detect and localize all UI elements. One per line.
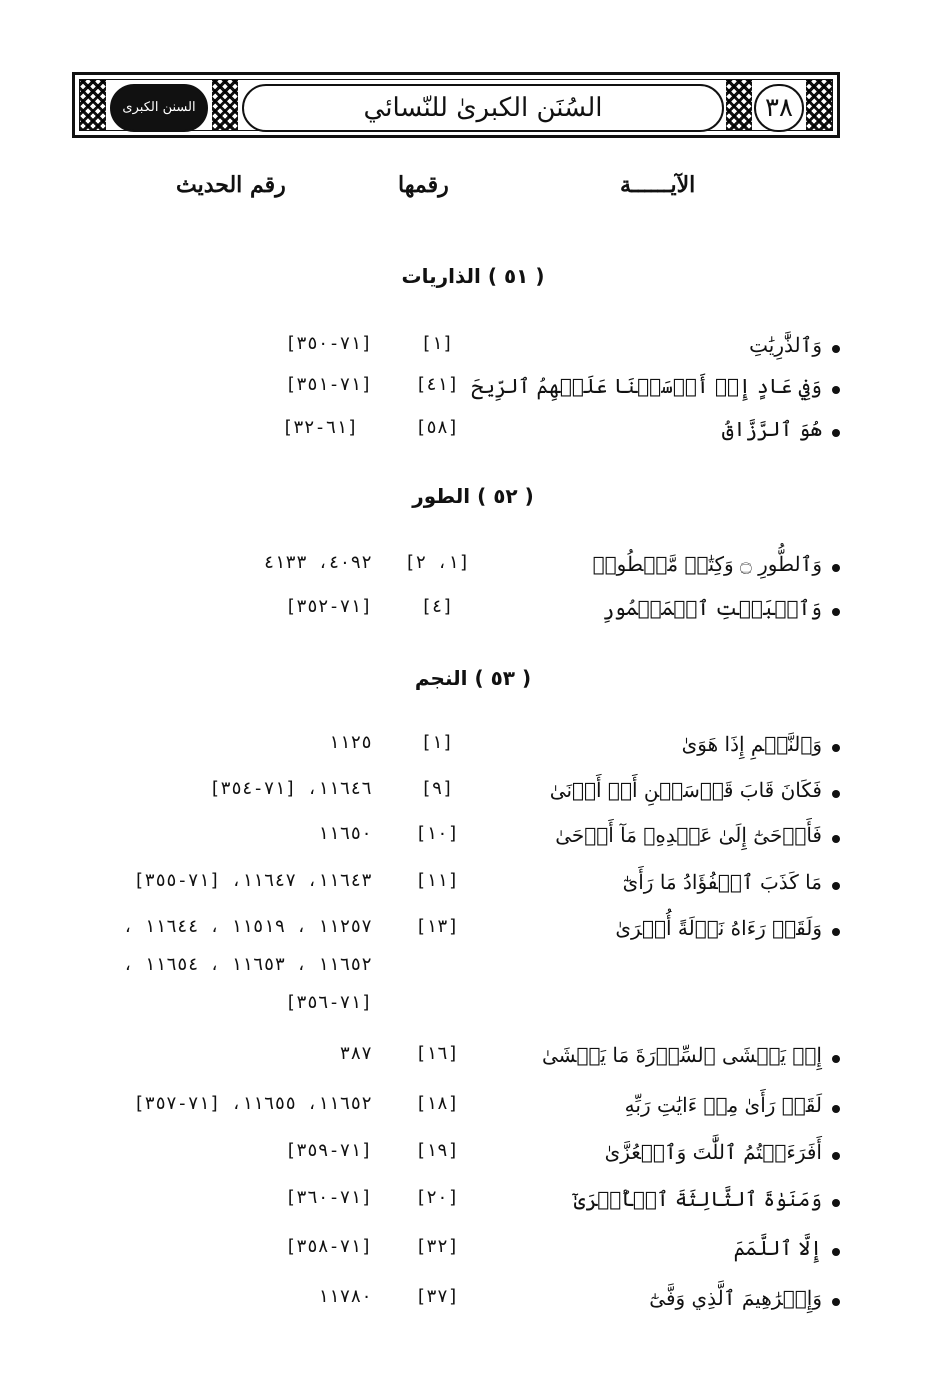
column-header-ayah-number: رقمها: [398, 172, 449, 198]
bullet-icon: [832, 882, 840, 890]
book-logo: السنن الكبرى: [110, 84, 208, 132]
index-row: [0, 778, 946, 818]
ornament-left-outer: [80, 80, 106, 130]
ornament-left-inner: [212, 80, 238, 130]
verse-text: وَفِي عَادٍ إِذۡ أَرۡسَلۡنَا عَلَيۡهِمُ ٱلرِّيحَ: [471, 374, 822, 398]
bullet-icon: [832, 345, 840, 353]
index-row: [0, 732, 946, 772]
bullet-icon: [832, 1055, 840, 1063]
hadith-line: ١١٢٥: [328, 732, 372, 753]
verse-text: لَقَدۡ رَأَىٰ مِنۡ ءَايَٰتِ رَبِّهِ: [624, 1093, 822, 1117]
hadith-numbers: [282, 417, 358, 455]
surah-title-adh-dhariyat: ( ٥١ ) الذاريات: [401, 264, 545, 288]
hadith-numbers: [264, 552, 372, 590]
ornament-right-inner: [726, 80, 752, 130]
hadith-line: ٤٠٩٢، ٤١٣٣: [263, 552, 372, 573]
verse-text: فَكَانَ قَابَ قَوۡسَيۡنِ أَوۡ أَدۡنَىٰ: [549, 778, 822, 802]
verse-text: وَٱلۡبَيۡتِ ٱلۡمَعۡمُورِ: [602, 596, 822, 620]
verse-number: [١٦]: [415, 1043, 459, 1064]
index-row: [0, 374, 946, 414]
verse-text: وَٱلذَّٰرِيَٰتِ: [749, 333, 822, 357]
verse-number: [١]: [420, 333, 454, 354]
hadith-line: [٧١-٣٥٢]: [285, 596, 372, 617]
index-row: [0, 552, 946, 592]
page-header: [72, 72, 840, 138]
hadith-line: [٧١-٣٥٩]: [285, 1140, 372, 1161]
verse-number: [١٠]: [415, 823, 459, 844]
surah-title-an-najm: ( ٥٣ ) النجم: [414, 666, 532, 690]
verse-number: [٤١]: [415, 374, 459, 395]
index-row: [0, 1286, 946, 1326]
hadith-line: ١١٦٥٠: [317, 823, 372, 844]
book-title: السُنَن الكبرىٰ للنّسائي: [242, 84, 724, 132]
hadith-numbers: [285, 1236, 372, 1274]
hadith-line: ١١٢٥٧ ، ١١٥١٩ ، ١١٦٤٤ ،: [122, 916, 372, 937]
verse-text: وَٱلنَّجۡمِ إِذَا هَوَىٰ: [681, 732, 822, 756]
verse-text: وَإِبۡرَٰهِيمَ ٱلَّذِي وَفَّىٰٓ: [649, 1286, 822, 1310]
hadith-numbers: [285, 596, 372, 634]
hadith-line: [٧١-٣٥١]: [285, 374, 372, 395]
verse-number: [٩]: [420, 778, 454, 799]
hadith-line: ١١٦٥٢ ، ١١٦٥٣ ، ١١٦٥٤ ،: [122, 954, 372, 975]
bullet-icon: [832, 1248, 840, 1256]
ornament-right-outer: [806, 80, 832, 130]
index-row: [0, 1187, 946, 1227]
page-number: ٣٨: [754, 84, 804, 132]
verse-number: [٣٧]: [415, 1286, 459, 1307]
hadith-numbers: [329, 732, 372, 770]
hadith-numbers: [123, 916, 372, 1030]
bullet-icon: [832, 1298, 840, 1306]
surah-title-at-tur: ( ٥٢ ) الطور: [412, 484, 534, 508]
bullet-icon: [832, 1199, 840, 1207]
verse-number: [٥٨]: [415, 417, 459, 438]
index-row: [0, 870, 946, 910]
bullet-icon: [832, 835, 840, 843]
verse-text: إِلَّا ٱللَّمَمَ: [733, 1236, 822, 1260]
hadith-line: [٧١-٣٥٦]: [285, 992, 372, 1013]
hadith-numbers: [134, 1093, 372, 1131]
hadith-line: ١١٦٥٢، ١١٦٥٥، [٧١-٣٥٧]: [133, 1093, 372, 1114]
bullet-icon: [832, 429, 840, 437]
verse-number: [١٨]: [415, 1093, 459, 1114]
hadith-numbers: [339, 1043, 372, 1081]
column-header-hadith-number: رقم الحديث: [176, 172, 286, 198]
bullet-icon: [832, 744, 840, 752]
verse-text: وَٱلطُّورِ ۝ وَكِتَٰبٖ مَّسۡطُورٖ: [592, 552, 822, 576]
verse-text: مَا كَذَبَ ٱلۡفُؤَادُ مَا رَأَىٰٓ: [622, 870, 822, 894]
bullet-icon: [832, 386, 840, 394]
index-row: [0, 1236, 946, 1276]
verse-number: [٢٠]: [415, 1187, 459, 1208]
hadith-numbers: [209, 778, 372, 816]
verse-number: [١٩]: [415, 1140, 459, 1161]
hadith-line: ٣٨٧: [339, 1043, 372, 1064]
verse-text: وَمَنَوٰةَ ٱلثَّالِثَةَ ٱلۡأُخۡرَىٰٓ: [573, 1187, 822, 1211]
hadith-numbers: [134, 870, 372, 908]
bullet-icon: [832, 564, 840, 572]
hadith-line: [٧١-٣٦٠]: [285, 1187, 372, 1208]
hadith-line: [٦١-٣٢]: [282, 417, 358, 438]
hadith-numbers: [285, 1187, 372, 1225]
bullet-icon: [832, 928, 840, 936]
hadith-numbers: [285, 333, 372, 371]
verse-text: وَلَقَدۡ رَءَاهُ نَزۡلَةً أُخۡرَىٰ: [615, 916, 822, 940]
hadith-line: [٧١-٣٥٨]: [285, 1236, 372, 1257]
bullet-icon: [832, 1105, 840, 1113]
verse-number: [١، ٢]: [404, 552, 470, 573]
index-row: [0, 1140, 946, 1180]
verse-number: [١١]: [415, 870, 459, 891]
index-row: [0, 916, 946, 1036]
hadith-line: ١١٦٤٣، ١١٦٤٧، [٧١-٣٥٥]: [133, 870, 372, 891]
index-row: [0, 1043, 946, 1083]
verse-number: [٤]: [420, 596, 454, 617]
index-row: [0, 417, 946, 457]
column-header-ayah: الآيــــــة: [620, 172, 696, 198]
verse-text: فَأَوۡحَىٰٓ إِلَىٰ عَبۡدِهِۦ مَآ أَوۡحَىٰ: [555, 823, 822, 847]
header-inner-frame: [79, 79, 833, 131]
verse-number: [١٣]: [415, 916, 459, 937]
verse-number: [١]: [420, 732, 454, 753]
hadith-numbers: [285, 374, 372, 412]
verse-number: [٣٢]: [415, 1236, 459, 1257]
bullet-icon: [832, 608, 840, 616]
hadith-line: ١١٦٤٦، [٧١-٣٥٤]: [209, 778, 372, 799]
hadith-line: ١١٧٨٠: [317, 1286, 372, 1307]
hadith-line: [٧١-٣٥٠]: [285, 333, 372, 354]
index-row: [0, 823, 946, 863]
verse-text: أَفَرَءَيۡتُمُ ٱللَّٰتَ وَٱلۡعُزَّىٰ: [604, 1140, 822, 1164]
hadith-numbers: [318, 823, 372, 861]
verse-text: هُوَ ٱلرَّزَّاقُ: [721, 417, 822, 441]
bullet-icon: [832, 790, 840, 798]
hadith-numbers: [285, 1140, 372, 1178]
verse-text: إِذۡ يَغۡشَى ٱلسِّدۡرَةَ مَا يَغۡشَىٰ: [541, 1043, 822, 1067]
index-row: [0, 1093, 946, 1133]
hadith-numbers: [318, 1286, 372, 1324]
index-row: [0, 333, 946, 373]
index-row: [0, 596, 946, 636]
bullet-icon: [832, 1152, 840, 1160]
